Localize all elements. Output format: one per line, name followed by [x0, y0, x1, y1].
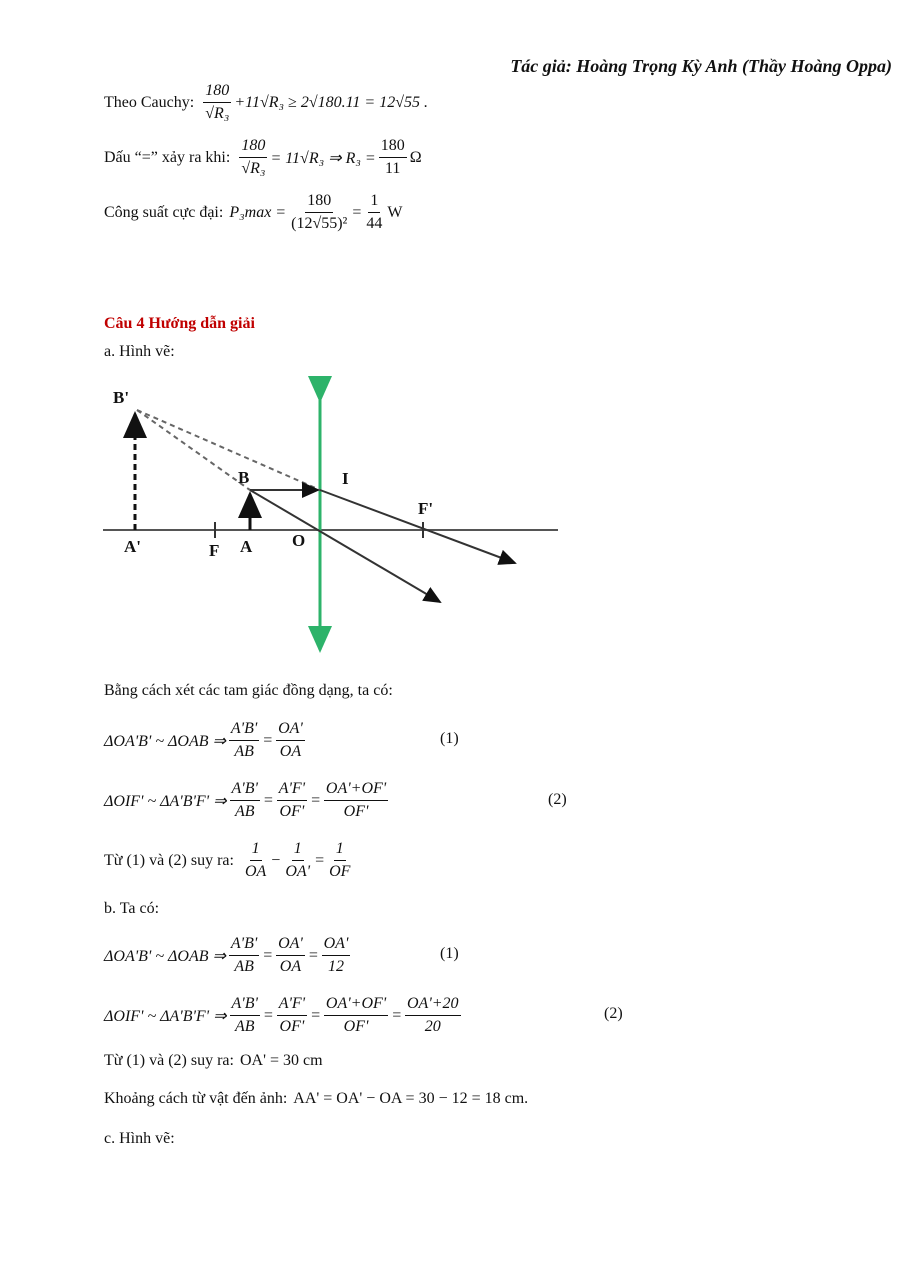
conclusion-a: Từ (1) và (2) suy ra: $\frac{1}{OA}$ − $\frac{1}{OA'}$ = $\frac{1}{OF}$ [104, 840, 351, 880]
intro-text: Bằng cách xét các tam giác đồng dạng, ta có: [104, 682, 393, 699]
equation-tag: (2) [604, 1005, 623, 1022]
label-a-prime: A' [124, 537, 141, 556]
label: Theo Cauchy: [104, 93, 195, 111]
dashed-ray [137, 410, 250, 490]
label-o: O [292, 531, 306, 550]
distance-line: Khoảng cách từ vật đến ảnh: AA' = OA' − OA = 30 − 12 = 18 cm. [104, 1090, 529, 1107]
fraction: $\frac{1}{44}$ [366, 192, 383, 232]
part-a-label: a. Hình vẽ: [104, 343, 175, 360]
label-b: B [238, 468, 250, 487]
fraction: $\frac{180}{\text{√R₃}}$ [241, 137, 266, 177]
fraction: $\frac{180}{11}$ [380, 137, 405, 177]
unit: W [387, 203, 403, 221]
label: Dấu “=” xảy ra khi: [104, 148, 231, 166]
dashed-ray [137, 410, 320, 490]
equation-tag: (2) [548, 791, 567, 808]
part-b-label: b. Ta có: [104, 900, 160, 917]
expr: = [352, 203, 362, 221]
equation-a1: ΔOA'B' ~ ΔOAB ⇒ $\frac{A'B'}{AB}$ = $\frac{OA'}{OA}$ [104, 720, 303, 760]
author-header: Tác giả: Hoàng Trọng Kỳ Anh (Thầy Hoàng Oppa) [510, 56, 892, 76]
conclusion-b: Từ (1) và (2) suy ra: OA' = 30 cm [104, 1052, 323, 1069]
fraction: $\frac{180}{\text{√R₃}}$ [205, 82, 230, 122]
part-c-label: c. Hình vẽ: [104, 1130, 175, 1147]
label-i: I [342, 469, 349, 488]
expr: P₃max = [229, 203, 287, 221]
label: Công suất cực đại: [104, 203, 224, 221]
equation-b2: ΔOIF' ~ ΔA'B'F' ⇒ $\frac{A'B'}{AB}$ = $\frac{A'F'}{OF'}$ = $\frac{OA'+OF'}{OF'}$ = $\frac{OA'+20}{20}$ [104, 995, 459, 1035]
unit: Ω [409, 148, 422, 166]
expr: +11√R₃ ≥ 2√180.11 = 12√55 . [234, 93, 429, 111]
label-a: A [240, 537, 253, 556]
expr: = 11√R₃ ⇒ R₃ = [270, 149, 376, 167]
equation-tag: (1) [440, 730, 459, 747]
fraction: $\frac{180}{\text{(12√55)²}}$ [291, 192, 348, 232]
equation-b1: ΔOA'B' ~ ΔOAB ⇒ $\frac{A'B'}{AB}$ = $\frac{OA'}{OA}$ = $\frac{OA'}{12}$ [104, 935, 349, 975]
equation-a2: ΔOIF' ~ ΔA'B'F' ⇒ $\frac{A'B'}{AB}$ = $\frac{A'F'}{OF'}$ = $\frac{OA'+OF'}{OF'}$ [104, 780, 387, 820]
section-heading: Câu 4 Hướng dẫn giải [104, 315, 255, 332]
equation-tag: (1) [440, 945, 459, 962]
label-f: F [209, 541, 220, 560]
ray-center [250, 490, 440, 602]
label-b-prime: B' [113, 388, 130, 407]
label-f-prime: F' [418, 499, 434, 518]
